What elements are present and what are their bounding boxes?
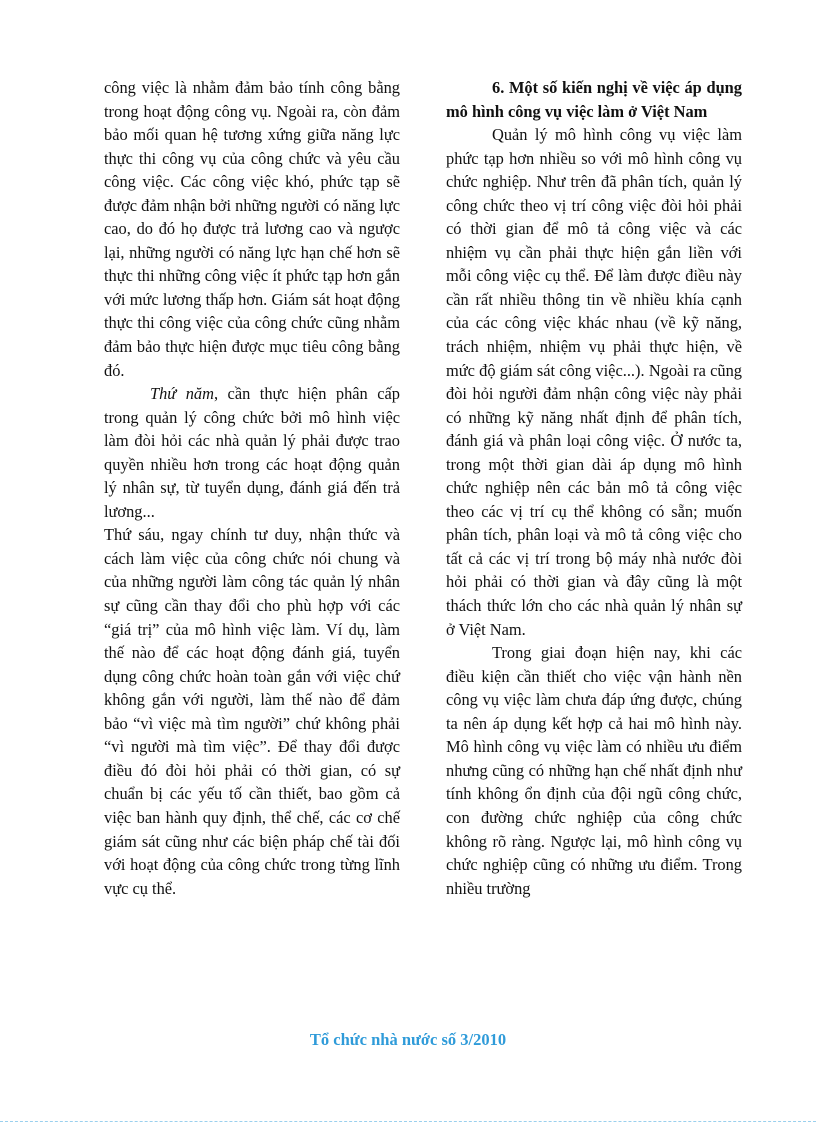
right-paragraph-1: Quản lý mô hình công vụ việc làm phức tạp hơn nhiều so với mô hình công vụ chức nghiệp. Như trên đã phân tích, quản lý công chức theo vị trí công việc đòi hỏi phải có thời gian để mô tả công việc và các nhiệm vụ cần phải thực hiện gắn liền với mỗi công việc cụ thể. Để làm được điều này cần rất nhiều thông tin về nhiều khía cạnh của các công việc khác nhau (về kỹ năng, trách nhiệm, nhiệm vụ phải thực hiện, về mức độ giám sát công việc...). Ngoài ra cũng đòi hỏi người đảm nhận công việc này phải có những kỹ năng nhất định để phân tích, đánh giá và phân loại công việc. Ở nước ta, trong một thời gian dài áp dụng mô hình chức nghiệp nên các bản mô tả công việc theo các vị trí cụ thể không có sẵn; muốn phân tích, phân loại và mô tả công việc cho tất cả các vị trí trong bộ máy nhà nước đòi hỏi phải có thời gian và đây cũng là một thách thức lớn cho các nhà quản lý nhân sự ở Việt Nam. — [446, 125, 742, 639]
section-heading: 6. Một số kiến nghị về việc áp dụng mô hình công vụ việc làm ở Việt Nam — [446, 78, 742, 121]
right-paragraph-2: Trong giai đoạn hiện nay, khi các điều kiện cần thiết cho việc vận hành nền công vụ việc làm chưa đáp ứng được, chúng ta nên áp dụng kết hợp cả hai mô hình này. Mô hình công vụ việc làm có nhiều ưu điểm nhưng cũng có những hạn chế nhất định như tính không ổn định của đội ngũ công chức, con đường chức nghiệp của công chức không rõ ràng. Ngược lại, mô hình công vụ chức nghiệp cũng có những ưu điểm. Trong nhiều trường — [446, 643, 742, 898]
page-bottom-divider — [0, 1121, 816, 1122]
left-paragraph-1: công việc là nhằm đảm bảo tính công bằng trong hoạt động công vụ. Ngoài ra, còn đảm bảo mối quan hệ tương xứng giữa năng lực thực thi công vụ của công chức và yêu cầu công việc. Các công việc khó, phức tạp sẽ được đảm nhận bởi những người có năng lực cao, do đó họ được trả lương cao và ngược lại, những người có năng lực hạn chế hơn sẽ thực thi những công việc ít phức tạp hơn gắn với mức lương thấp hơn. Giám sát hoạt động thực thi công việc của công chức cũng nhằm đảm bảo thực hiện được mục tiêu công bằng đó. — [104, 78, 400, 380]
left-paragraph-2 — [104, 382, 400, 523]
left-paragraph-2-body: , cần thực hiện phân cấp trong quản lý công chức bởi mô hình việc làm đòi hỏi các nhà quản lý phải được trao quyền nhiều hơn trong các hoạt động quản lý nhân sự, từ tuyển dụng, đánh giá đến trả lương... — [104, 384, 400, 521]
right-column — [446, 76, 742, 900]
left-paragraph-3: Thứ sáu, ngay chính tư duy, nhận thức và cách làm việc của công chức nói chung và của những người làm công tác quản lý nhân sự cũng cần thay đổi cho phù hợp với các “giá trị” của mô hình việc làm. Ví dụ, làm thế nào để các hoạt động đánh giá, tuyển dụng công chức hoàn toàn gắn với việc chứ không gắn với người, làm thế nào để đảm bảo “vì việc mà tìm người” chứ không phải “vì người mà tìm việc”. Để thay đổi được điều đó đòi hỏi phải có thời gian, có sự chuẩn bị các yếu tố cần thiết, bao gồm cả việc ban hành quy định, thể chế, các cơ chế giám sát cũng như các biện pháp chế tài đối với hoạt động của công chức trong từng lĩnh vực cụ thể. — [104, 525, 400, 898]
page-footer: Tổ chức nhà nước số 3/2010 — [309, 1030, 507, 1049]
left-column — [104, 76, 400, 900]
thu-nam-lead: Thứ năm — [150, 384, 214, 404]
